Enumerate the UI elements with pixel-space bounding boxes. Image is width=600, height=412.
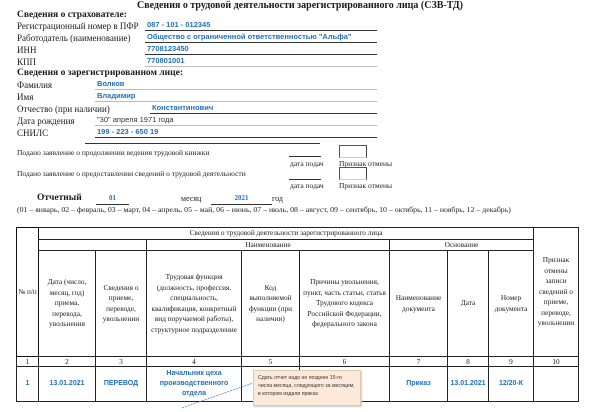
- col-number: 10: [534, 357, 579, 367]
- application-2-cancel-label: Признак отмены: [339, 181, 393, 190]
- col-number: 5: [242, 357, 300, 367]
- insurer-heading: Сведения о страхователе:: [17, 10, 127, 20]
- pfr-number-label: Регистрационный номер в ПФР: [17, 21, 139, 31]
- col-header-9: Номер документа: [489, 251, 534, 357]
- insured-heading: Сведения о зарегистрированном лице:: [17, 68, 183, 78]
- cell-event-date[interactable]: 13.01.2021: [39, 367, 96, 402]
- kpp-field[interactable]: 770801001: [145, 56, 377, 67]
- snils-label: СНИЛС: [17, 128, 49, 138]
- surname-label: Фамилия: [17, 80, 53, 90]
- report-period-label: Отчетный: [37, 193, 82, 203]
- callout-line: [182, 383, 253, 408]
- col-header-1: № п/п: [17, 228, 39, 357]
- cell-document-number[interactable]: 12/20-К: [489, 367, 534, 402]
- application-1-text: Подано заявление о продолжении ведения трудовой книжки: [17, 148, 210, 157]
- patronymic-label: Отчество (при наличии): [17, 104, 110, 114]
- col-header-10: Признак отмены записи сведений о приеме, переводе, увольнении: [534, 228, 579, 357]
- table-group-title: Сведения о трудовой деятельности зарегистрированного лица: [39, 228, 534, 240]
- cell-row-number[interactable]: 1: [17, 367, 39, 402]
- col-number: 2: [39, 357, 96, 367]
- col-header-6: Причины увольнения, пункт, часть статьи, статья Трудового кодекса Российской Федерации, федерального закона: [300, 251, 390, 357]
- report-year-label: год: [272, 194, 283, 203]
- application-1-cancel-label: Признак отмены: [339, 159, 393, 168]
- report-month-field[interactable]: 01: [96, 194, 129, 205]
- snils-field[interactable]: 199 - 223 - 650 19: [95, 127, 377, 138]
- subgroup-name: Наименование: [147, 239, 390, 251]
- col-number: 4: [147, 357, 242, 367]
- employer-field[interactable]: Общество с ограниченной ответственностью "Альфа": [145, 32, 377, 43]
- application-2-text: Подано заявление о предоставлении сведений о трудовой деятельности: [17, 169, 246, 178]
- birth-date-field[interactable]: "30" апреля 1971 года: [95, 115, 377, 126]
- col-header-3: Сведения о приеме, переводе, увольнении: [96, 251, 147, 357]
- form-title: Сведения о трудовой деятельности зарегистрированного лица (СЗВ-ТД): [137, 0, 463, 11]
- col-number: 9: [489, 357, 534, 367]
- cell-document-date[interactable]: 13.01.2021: [448, 367, 489, 402]
- col-header-7: Наименование документа: [390, 251, 448, 357]
- patronymic-field[interactable]: Константинович: [150, 103, 377, 114]
- birth-date-label: Дата рождения: [17, 116, 75, 126]
- months-legend: (01 – январь, 02 – февраль, 03 – март, 04 – апрель, 05 – май, 06 – июнь, 07 – июль, 08 – август, 09 – сентябрь, 10 – октябрь, 11 – ноябрь, 12 – декабрь): [17, 205, 511, 214]
- col-number: 6: [300, 357, 390, 367]
- col-header-8: Дата: [448, 251, 489, 357]
- cell-event-type[interactable]: ПЕРЕВОД: [96, 367, 147, 402]
- pfr-number-field[interactable]: 087 - 101 - 012345: [145, 20, 377, 31]
- col-number: 8: [448, 357, 489, 367]
- first-name-field[interactable]: Владимир: [95, 91, 377, 102]
- report-month-label: месяц: [181, 194, 202, 203]
- col-header-5: Код выполняемой функции (при наличии): [242, 251, 300, 357]
- application-1-date-label: дата подач: [290, 159, 324, 168]
- subgroup-basis: Основание: [390, 239, 534, 251]
- first-name-label: Имя: [17, 92, 34, 102]
- surname-field[interactable]: Волков: [95, 79, 377, 90]
- inn-field[interactable]: 7708123450: [145, 44, 377, 55]
- callout-note: Сдать отчет надо не позднее 15-го числа месяца, следующего за месяцем, в котором издали приказ: [253, 370, 361, 406]
- inn-label: ИНН: [17, 45, 37, 55]
- report-year-field[interactable]: 2021: [211, 194, 272, 205]
- col-header-4: Трудовая функция (должность, профессия, специальность, квалификация, конкретный вид поручаемой работы), структурное подразделение: [147, 251, 242, 357]
- col-number: 3: [96, 357, 147, 367]
- col-number: 1: [17, 357, 39, 367]
- cell-job-function[interactable]: Начальник цеха производственного отдела: [147, 367, 242, 402]
- application-2-date-label: дата подач: [290, 181, 324, 190]
- employer-label: Работодатель (наименование): [17, 33, 131, 43]
- kpp-label: КПП: [17, 57, 37, 67]
- col-number: 7: [390, 357, 448, 367]
- col-header-2: Дата (число, месяц, год) приема, перевода, увольнения: [39, 251, 96, 357]
- cell-document-name[interactable]: Приказ: [390, 367, 448, 402]
